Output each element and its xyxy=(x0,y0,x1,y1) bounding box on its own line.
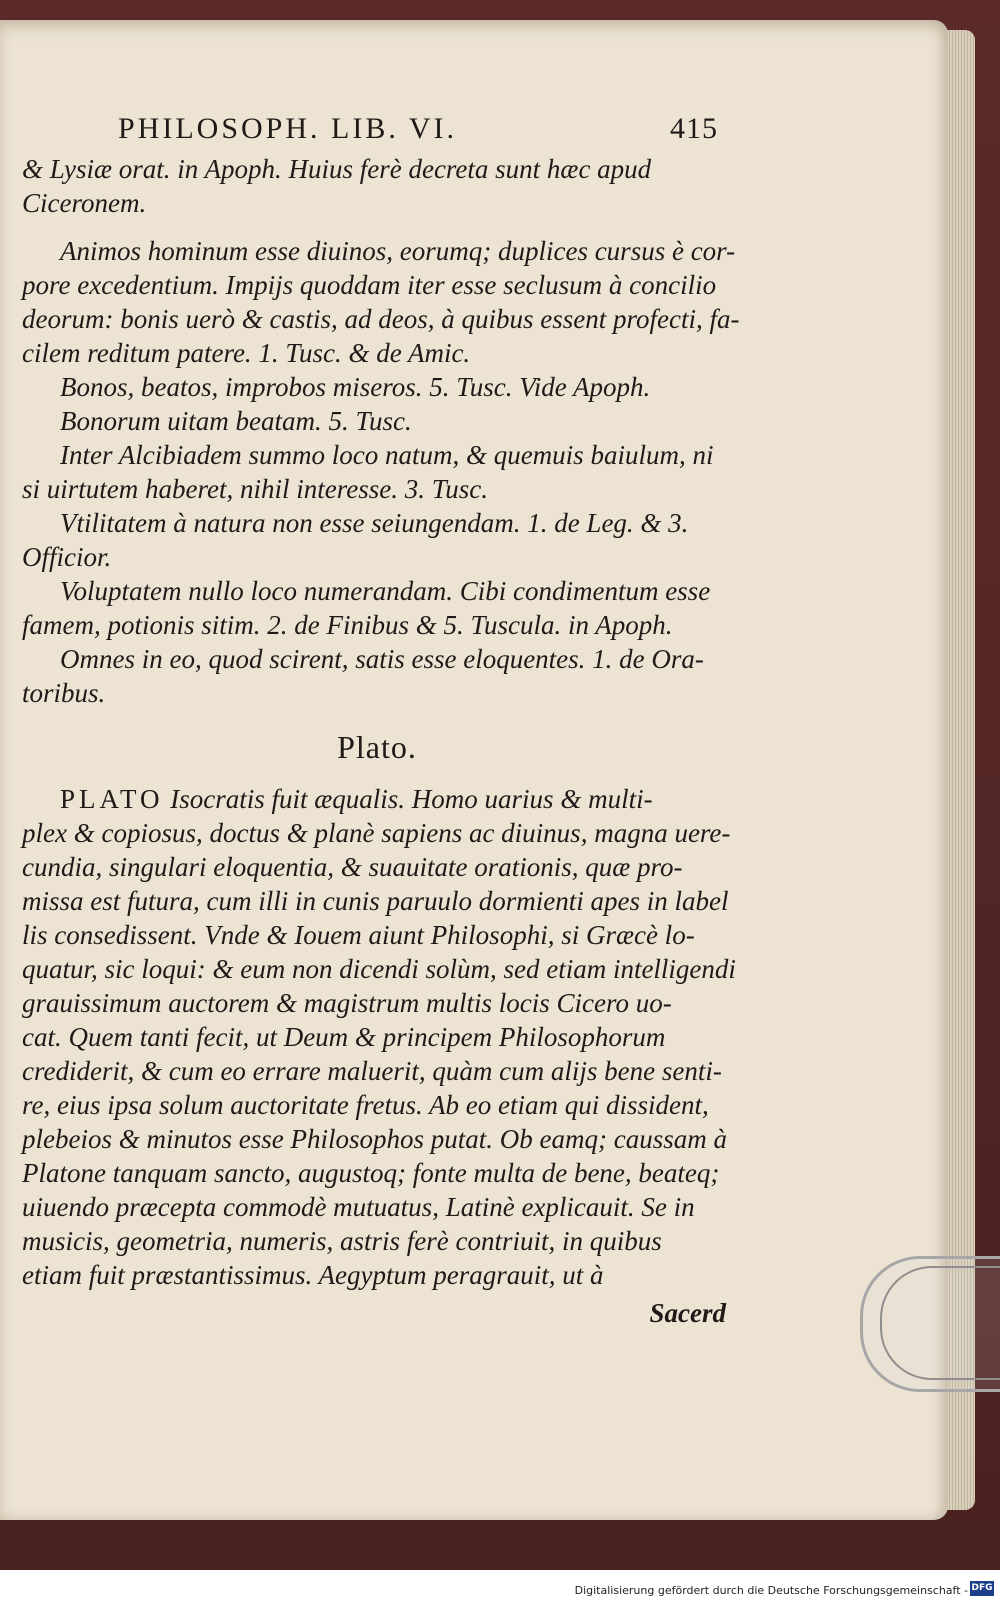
text-line: Ciceronem. xyxy=(22,188,147,218)
text-line: missa est futura, cum illi in cunis paruulo dormienti apes in label xyxy=(22,886,729,916)
text-line: Bonorum uitam beatam. 5. Tusc. xyxy=(60,406,412,436)
text-line: Omnes in eo, quod scirent, satis esse eloquentes. 1. de Ora- xyxy=(60,644,704,674)
text-line: deorum: bonis uerò & castis, ad deos, à quibus essent profecti, fa- xyxy=(22,304,740,334)
running-title: PHILOSOPH. LIB. VI. xyxy=(118,112,457,145)
catchword: Sacerd xyxy=(649,1298,726,1328)
page-number: 415 xyxy=(670,112,718,145)
entry-paragraph xyxy=(22,404,732,438)
page-text xyxy=(22,152,740,1330)
continuation-paragraph xyxy=(22,152,732,220)
digitization-footer xyxy=(0,1570,1000,1607)
text-line: musicis, geometria, numeris, astris ferè contriuit, in quibus xyxy=(22,1226,662,1256)
text-line: si uirtutem haberet, nihil interesse. 3. Tusc. xyxy=(22,474,488,504)
book-clasp-inner xyxy=(880,1266,1000,1380)
text-line: Animos hominum esse diuinos, eorumq; duplices cursus è cor- xyxy=(60,236,736,266)
text-line: Voluptatem nullo loco numerandam. Cibi condimentum esse xyxy=(60,576,711,606)
text-line: uiuendo præcepta commodè mutuatus, Latinè explicauit. Se in xyxy=(22,1192,695,1222)
first-line-text: Isocratis fuit æqualis. Homo uarius & multi- xyxy=(163,784,653,814)
running-head xyxy=(118,112,718,152)
entry-paragraph xyxy=(22,234,740,370)
text-line: lis consedissent. Vnde & Iouem aiunt Philosophi, si Græcè lo- xyxy=(22,920,695,950)
section-heading: Plato. xyxy=(337,729,417,765)
text-line: cat. Quem tanti fecit, ut Deum & principem Philosophorum xyxy=(22,1022,666,1052)
text-line: Platone tanquam sancto, augustoq; fonte multa de bene, beateq; xyxy=(22,1158,720,1188)
text-line: re, eius ipsa solum auctoritate fretus. Ab eo etiam qui dissident, xyxy=(22,1090,709,1120)
text-line: Vtilitatem à natura non esse seiungendam. 1. de Leg. & 3. xyxy=(60,508,689,538)
entry-paragraph xyxy=(22,370,732,404)
entry-paragraph xyxy=(22,506,732,574)
text-line xyxy=(22,782,732,816)
text-line: quatur, sic loqui: & eum non dicendi solùm, sed etiam intelligendi xyxy=(22,954,736,984)
footer-credit: Digitalisierung gefördert durch die Deutsche Forschungsgemeinschaft - xyxy=(574,1584,968,1597)
text-line: pore excedentium. Impijs quoddam iter esse seclusum à concilio xyxy=(22,270,717,300)
text-line: plebeios & minutos esse Philosophos putat. Ob eamq; caussam à xyxy=(22,1124,727,1154)
text-line: crediderit, & cum eo errare maluerit, quàm cum alijs bene senti- xyxy=(22,1056,722,1086)
section-paragraph xyxy=(22,782,736,1292)
text-line: Bonos, beatos, improbos miseros. 5. Tusc. Vide Apoph. xyxy=(60,372,651,402)
entry-paragraph xyxy=(22,642,732,710)
text-line: Inter Alcibiadem summo loco natum, & quemuis baiulum, ni xyxy=(60,440,714,470)
lead-word: PLATO xyxy=(60,784,164,814)
entry-paragraph xyxy=(22,574,732,642)
text-line: famem, potionis sitim. 2. de Finibus & 5. Tuscula. in Apoph. xyxy=(22,610,673,640)
text-line: grauissimum auctorem & magistrum multis locis Cicero uo- xyxy=(22,988,672,1018)
text-line: etiam fuit præstantissimus. Aegyptum peragrauit, ut à xyxy=(22,1260,604,1290)
text-line: plex & copiosus, doctus & planè sapiens ac diuinus, magna uere- xyxy=(22,818,731,848)
text-line: cundia, singulari eloquentia, & suauitate orationis, quæ pro- xyxy=(22,852,683,882)
text-line: toribus. xyxy=(22,678,106,708)
dfg-logo: DFG xyxy=(970,1581,994,1596)
text-line: Officior. xyxy=(22,542,112,572)
text-line: & Lysiæ orat. in Apoph. Huius ferè decreta sunt hæc apud xyxy=(22,154,652,184)
entry-paragraph xyxy=(22,438,732,506)
text-line: cilem reditum patere. 1. Tusc. & de Amic. xyxy=(22,338,471,368)
